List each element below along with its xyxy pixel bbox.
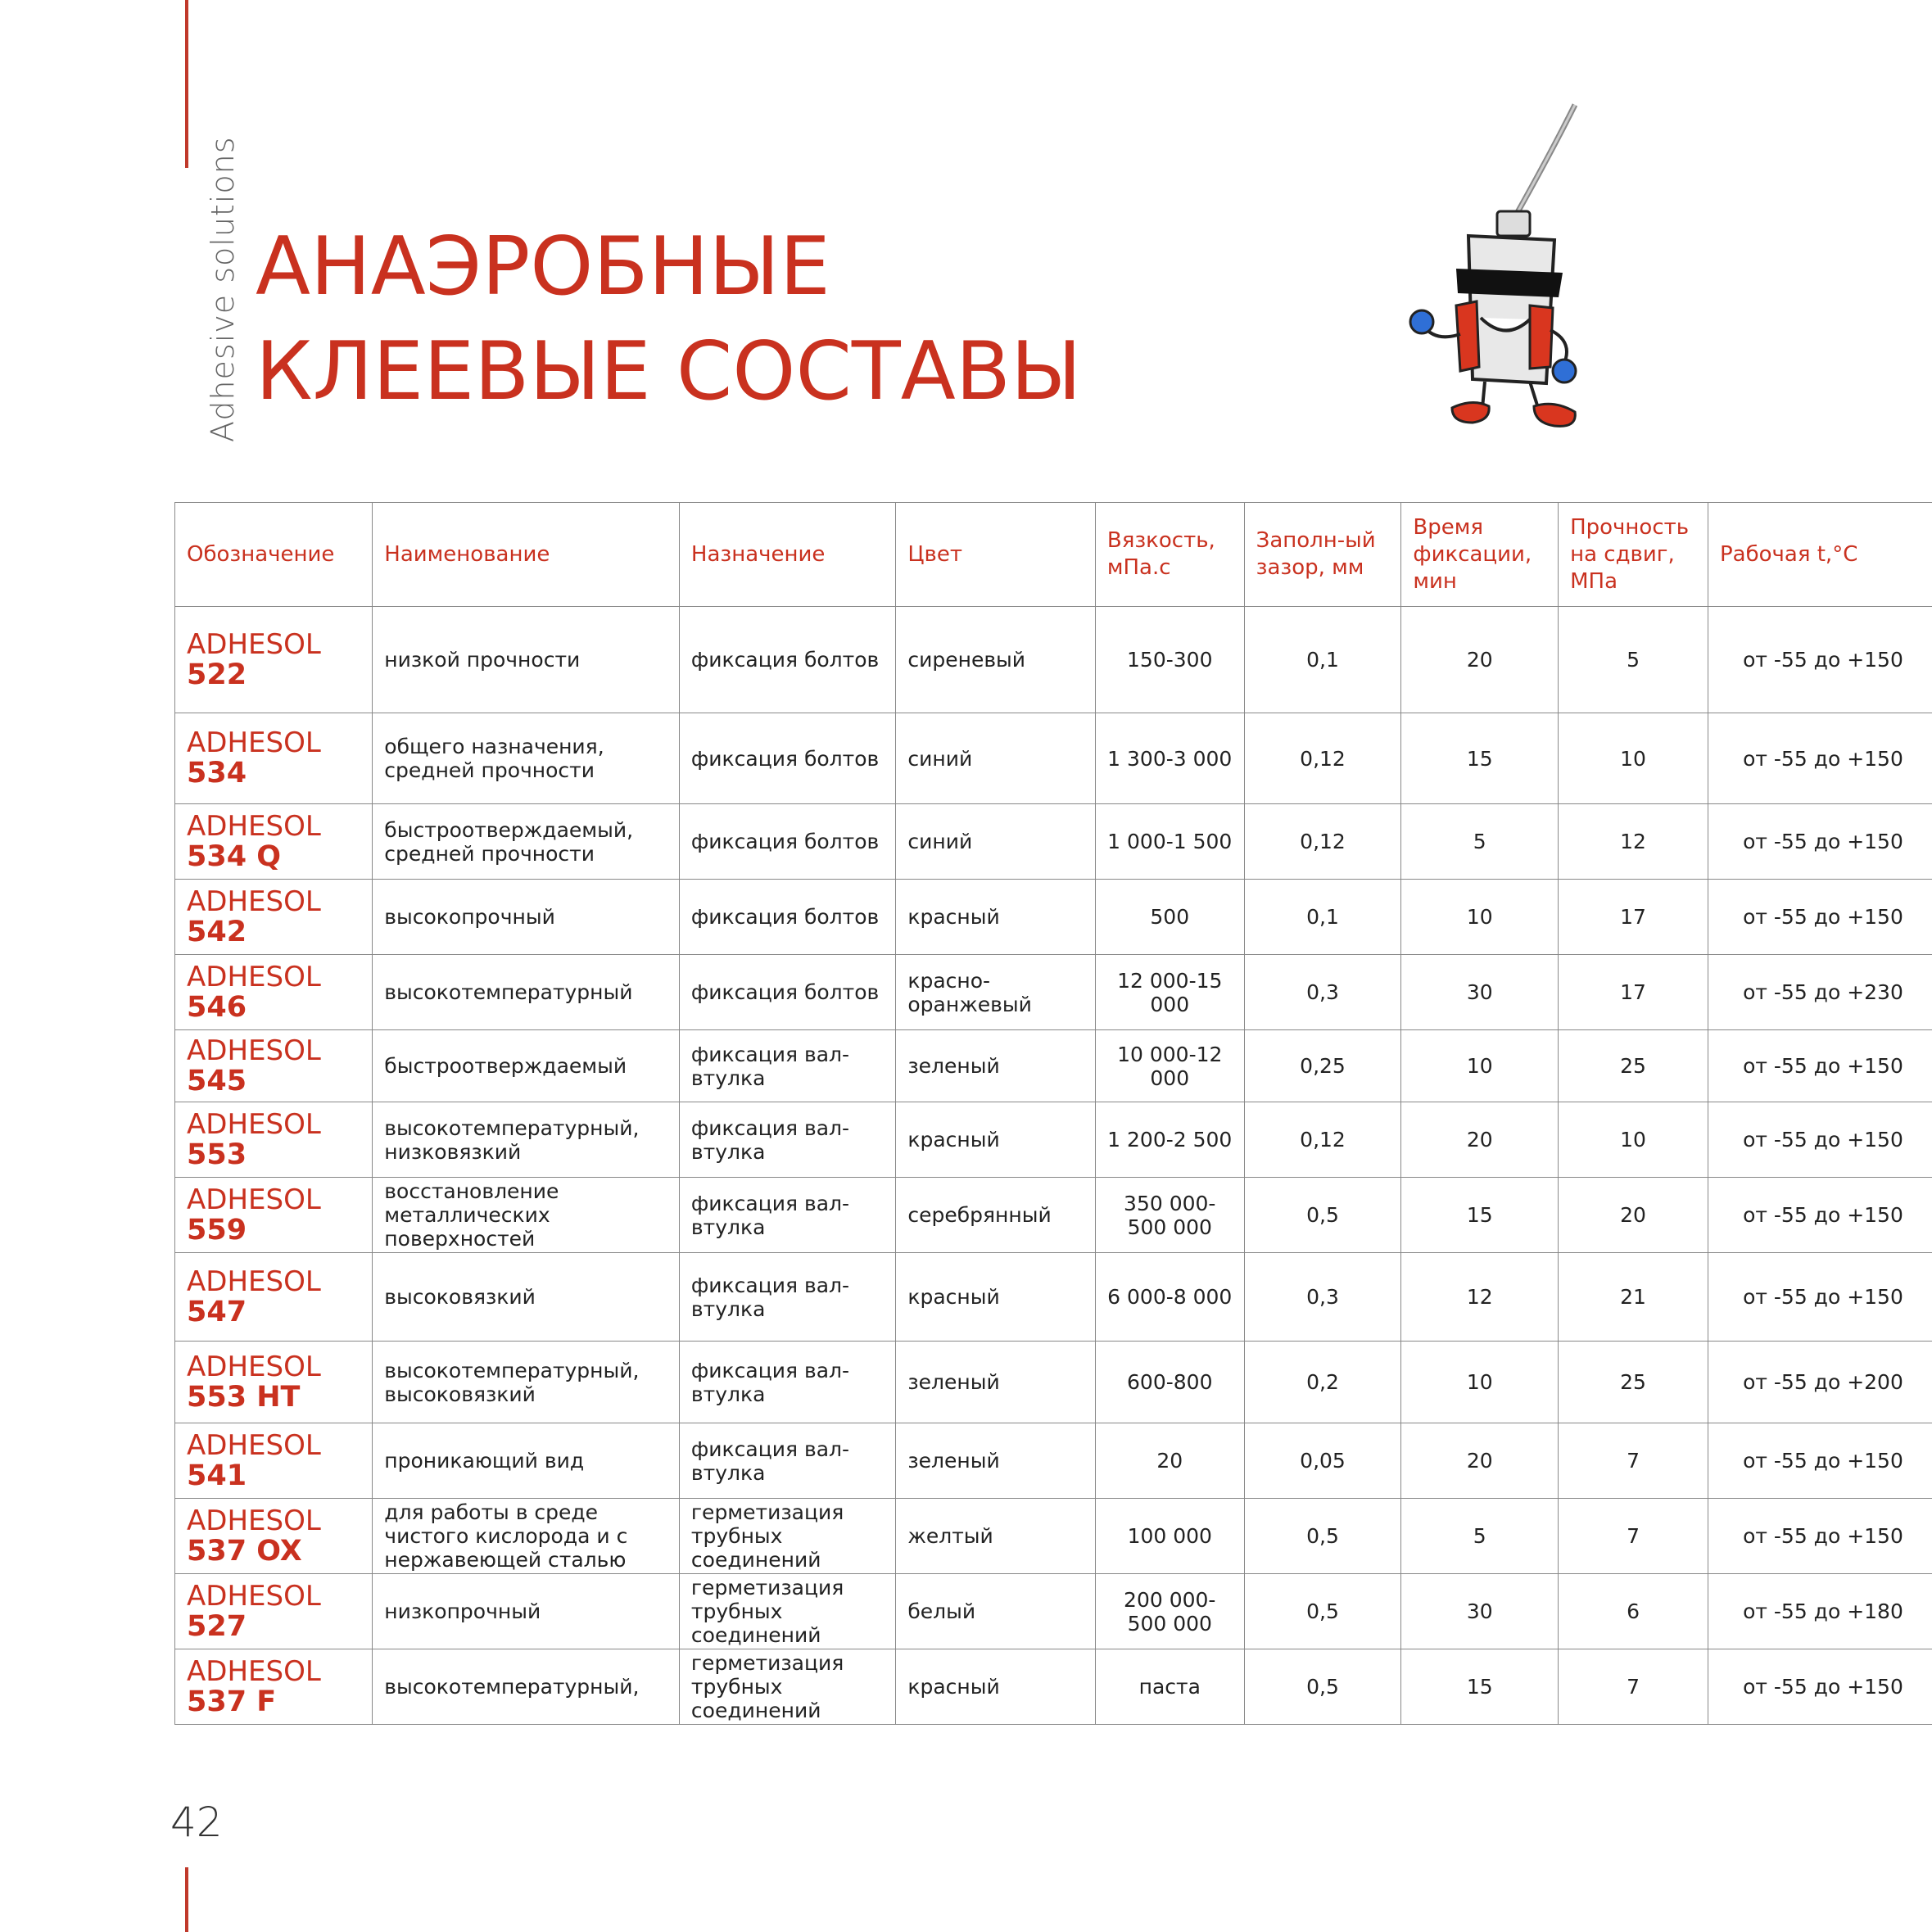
cell-designation [175, 607, 373, 713]
product-code: 522 [187, 658, 247, 691]
cell-fix-time: 20 [1401, 607, 1559, 713]
cell-designation [175, 955, 373, 1030]
header-shear-strength: Прочность на сдвиг, МПа [1559, 503, 1708, 607]
product-code: 542 [187, 915, 247, 948]
cell-name: общего назначения, средней прочности [373, 713, 680, 804]
cell-purpose: фиксация болтов [679, 955, 895, 1030]
product-brand: ADHESOL [187, 960, 321, 993]
table-row [175, 713, 1932, 804]
cell-shear-strength: 20 [1559, 1178, 1708, 1253]
product-brand: ADHESOL [187, 809, 321, 843]
cell-purpose: герметизация трубных соединений [679, 1649, 895, 1725]
cell-shear-strength: 12 [1559, 804, 1708, 880]
product-code: 546 [187, 990, 247, 1024]
cell-gap: 0,12 [1244, 713, 1401, 804]
cell-viscosity: 1 200-2 500 [1095, 1102, 1244, 1178]
table-row [175, 1574, 1932, 1649]
cell-working-temp: от -55 до +150 [1708, 880, 1932, 955]
table-row [175, 1499, 1932, 1574]
table-row [175, 1423, 1932, 1499]
cell-working-temp: от -55 до +150 [1708, 804, 1932, 880]
header-designation: Обозначение [175, 503, 373, 607]
header-purpose: Назначение [679, 503, 895, 607]
product-code: 541 [187, 1459, 247, 1492]
cell-viscosity: 200 000-500 000 [1095, 1574, 1244, 1649]
cell-name: высокотемпературный, [373, 1649, 680, 1725]
product-brand: ADHESOL [187, 885, 321, 918]
table-row [175, 804, 1932, 880]
product-code: 547 [187, 1295, 247, 1328]
cell-gap: 0,5 [1244, 1649, 1401, 1725]
cell-purpose: фиксация вал-втулка [679, 1030, 895, 1102]
cell-working-temp: от -55 до +150 [1708, 1102, 1932, 1178]
cell-gap: 0,1 [1244, 880, 1401, 955]
product-code: 537 OX [187, 1534, 302, 1568]
product-code: 534 Q [187, 839, 281, 873]
header-working-temp: Рабочая t,°C [1708, 503, 1932, 607]
table-row [175, 1178, 1932, 1253]
cell-working-temp: от -55 до +180 [1708, 1574, 1932, 1649]
cell-fix-time: 10 [1401, 1342, 1559, 1423]
product-brand: ADHESOL [187, 1265, 321, 1298]
cell-color: синий [896, 713, 1096, 804]
product-code: 553 HT [187, 1380, 301, 1414]
cell-name: высокотемпературный, низковязкий [373, 1102, 680, 1178]
product-brand: ADHESOL [187, 1350, 321, 1383]
cell-working-temp: от -55 до +200 [1708, 1342, 1932, 1423]
cell-color: зеленый [896, 1342, 1096, 1423]
table-body [175, 607, 1932, 1725]
cell-working-temp: от -55 до +150 [1708, 607, 1932, 713]
cell-name: восстановление металлических поверхностей [373, 1178, 680, 1253]
cell-fix-time: 20 [1401, 1423, 1559, 1499]
cell-viscosity: 100 000 [1095, 1499, 1244, 1574]
cell-name: быстроотверждаемый [373, 1030, 680, 1102]
cell-purpose: фиксация болтов [679, 713, 895, 804]
cell-shear-strength: 10 [1559, 713, 1708, 804]
cell-name: быстроотверждаемый, средней прочности [373, 804, 680, 880]
cell-name: высокотемпературный [373, 955, 680, 1030]
header-name: Наименование [373, 503, 680, 607]
cell-designation [175, 1649, 373, 1725]
cell-viscosity: 1 300-3 000 [1095, 713, 1244, 804]
adhesive-spec-table [174, 502, 1932, 1725]
cell-color: белый [896, 1574, 1096, 1649]
product-code: 537 F [187, 1685, 277, 1718]
product-code: 545 [187, 1064, 247, 1097]
cell-viscosity: паста [1095, 1649, 1244, 1725]
cell-viscosity: 150-300 [1095, 607, 1244, 713]
cell-viscosity: 600-800 [1095, 1342, 1244, 1423]
cell-color: красный [896, 1102, 1096, 1178]
cell-shear-strength: 17 [1559, 955, 1708, 1030]
cell-working-temp: от -55 до +150 [1708, 1499, 1932, 1574]
cell-color: зеленый [896, 1030, 1096, 1102]
cell-gap: 0,05 [1244, 1423, 1401, 1499]
cell-fix-time: 5 [1401, 804, 1559, 880]
cell-name: высокопрочный [373, 880, 680, 955]
cell-designation [175, 1574, 373, 1649]
product-brand: ADHESOL [187, 1654, 321, 1688]
cell-designation [175, 1253, 373, 1342]
cell-color: красный [896, 1649, 1096, 1725]
table-row [175, 1253, 1932, 1342]
cell-name: низкопрочный [373, 1574, 680, 1649]
table-row [175, 607, 1932, 713]
product-code: 559 [187, 1213, 247, 1247]
product-brand: ADHESOL [187, 627, 321, 661]
cell-viscosity: 500 [1095, 880, 1244, 955]
cell-purpose: фиксация вал-втулка [679, 1342, 895, 1423]
cell-viscosity: 6 000-8 000 [1095, 1253, 1244, 1342]
product-code: 553 [187, 1138, 247, 1171]
cell-fix-time: 30 [1401, 1574, 1559, 1649]
cell-working-temp: от -55 до +150 [1708, 1649, 1932, 1725]
cell-shear-strength: 7 [1559, 1499, 1708, 1574]
cell-purpose: герметизация трубных соединений [679, 1574, 895, 1649]
cell-fix-time: 15 [1401, 1649, 1559, 1725]
cell-fix-time: 10 [1401, 1030, 1559, 1102]
cell-shear-strength: 25 [1559, 1342, 1708, 1423]
side-accent-line-top [185, 0, 188, 168]
cell-purpose: фиксация вал-втулка [679, 1253, 895, 1342]
product-brand: ADHESOL [187, 726, 321, 759]
header-gap: Заполн-ый зазор, мм [1244, 503, 1401, 607]
cell-gap: 0,25 [1244, 1030, 1401, 1102]
cell-fix-time: 20 [1401, 1102, 1559, 1178]
cell-working-temp: от -55 до +150 [1708, 1253, 1932, 1342]
cell-gap: 0,5 [1244, 1178, 1401, 1253]
table-row [175, 1342, 1932, 1423]
cell-gap: 0,3 [1244, 1253, 1401, 1342]
cell-purpose: фиксация вал-втулка [679, 1102, 895, 1178]
cell-fix-time: 10 [1401, 880, 1559, 955]
cell-color: синий [896, 804, 1096, 880]
cell-designation [175, 1178, 373, 1253]
table-row [175, 955, 1932, 1030]
cell-shear-strength: 7 [1559, 1649, 1708, 1725]
cell-shear-strength: 21 [1559, 1253, 1708, 1342]
cell-designation [175, 880, 373, 955]
cell-color: красно-оранжевый [896, 955, 1096, 1030]
cell-color: зеленый [896, 1423, 1096, 1499]
cell-name: низкой прочности [373, 607, 680, 713]
cell-color: сиреневый [896, 607, 1096, 713]
product-brand: ADHESOL [187, 1107, 321, 1141]
page-title [256, 215, 1081, 424]
cell-name: для работы в среде чистого кислорода и с нержавеющей сталью [373, 1499, 680, 1574]
cell-designation [175, 713, 373, 804]
cell-color: красный [896, 1253, 1096, 1342]
cell-shear-strength: 10 [1559, 1102, 1708, 1178]
table-header-row [175, 503, 1932, 607]
cell-purpose: фиксация вал-втулка [679, 1423, 895, 1499]
product-brand: ADHESOL [187, 1034, 321, 1067]
sidebar-label: Adhesive solutions [205, 136, 241, 442]
glue-tube-mascot-illustration [1407, 97, 1595, 441]
cell-name: высокотемпературный, высоковязкий [373, 1342, 680, 1423]
cell-fix-time: 15 [1401, 713, 1559, 804]
cell-working-temp: от -55 до +150 [1708, 1423, 1932, 1499]
cell-designation [175, 804, 373, 880]
table-row [175, 1102, 1932, 1178]
product-code: 527 [187, 1609, 247, 1643]
page-title-line-2: КЛЕЕВЫЕ СОСТАВЫ [256, 325, 1082, 419]
cell-viscosity: 20 [1095, 1423, 1244, 1499]
cell-viscosity: 350 000-500 000 [1095, 1178, 1244, 1253]
cell-gap: 0,12 [1244, 1102, 1401, 1178]
product-brand: ADHESOL [187, 1183, 321, 1216]
product-brand: ADHESOL [187, 1579, 321, 1613]
page-title-line-1: АНАЭРОБНЫЕ [256, 220, 830, 314]
cell-purpose: фиксация вал-втулка [679, 1178, 895, 1253]
cell-shear-strength: 6 [1559, 1574, 1708, 1649]
table-row [175, 880, 1932, 955]
cell-working-temp: от -55 до +150 [1708, 1178, 1932, 1253]
cell-shear-strength: 17 [1559, 880, 1708, 955]
cell-purpose: герметизация трубных соединений [679, 1499, 895, 1574]
cell-purpose: фиксация болтов [679, 880, 895, 955]
cell-working-temp: от -55 до +230 [1708, 955, 1932, 1030]
header-color: Цвет [896, 503, 1096, 607]
cell-viscosity: 12 000-15 000 [1095, 955, 1244, 1030]
cell-fix-time: 15 [1401, 1178, 1559, 1253]
cell-designation [175, 1102, 373, 1178]
cell-purpose: фиксация болтов [679, 607, 895, 713]
cell-working-temp: от -55 до +150 [1708, 713, 1932, 804]
cell-shear-strength: 7 [1559, 1423, 1708, 1499]
cell-fix-time: 12 [1401, 1253, 1559, 1342]
table-row [175, 1649, 1932, 1725]
cell-gap: 0,1 [1244, 607, 1401, 713]
cell-color: серебрянный [896, 1178, 1096, 1253]
cell-gap: 0,5 [1244, 1499, 1401, 1574]
cell-designation [175, 1499, 373, 1574]
cell-color: желтый [896, 1499, 1096, 1574]
cell-designation [175, 1030, 373, 1102]
cell-viscosity: 10 000-12 000 [1095, 1030, 1244, 1102]
side-accent-line-bottom [185, 1867, 188, 1932]
cell-name: проникающий вид [373, 1423, 680, 1499]
cell-fix-time: 5 [1401, 1499, 1559, 1574]
page-number: 42 [170, 1799, 223, 1846]
cell-designation [175, 1342, 373, 1423]
header-viscosity: Вязкость, мПа.с [1095, 503, 1244, 607]
cell-shear-strength: 5 [1559, 607, 1708, 713]
cell-viscosity: 1 000-1 500 [1095, 804, 1244, 880]
cell-gap: 0,12 [1244, 804, 1401, 880]
table-row [175, 1030, 1932, 1102]
cell-gap: 0,2 [1244, 1342, 1401, 1423]
cell-name: высоковязкий [373, 1253, 680, 1342]
cell-gap: 0,3 [1244, 955, 1401, 1030]
cell-gap: 0,5 [1244, 1574, 1401, 1649]
product-code: 534 [187, 757, 247, 790]
cell-fix-time: 30 [1401, 955, 1559, 1030]
header-fix-time: Время фиксации, мин [1401, 503, 1559, 607]
cell-designation [175, 1423, 373, 1499]
product-brand: ADHESOL [187, 1504, 321, 1537]
cell-purpose: фиксация болтов [679, 804, 895, 880]
product-brand: ADHESOL [187, 1428, 321, 1462]
cell-color: красный [896, 880, 1096, 955]
cell-shear-strength: 25 [1559, 1030, 1708, 1102]
cell-working-temp: от -55 до +150 [1708, 1030, 1932, 1102]
